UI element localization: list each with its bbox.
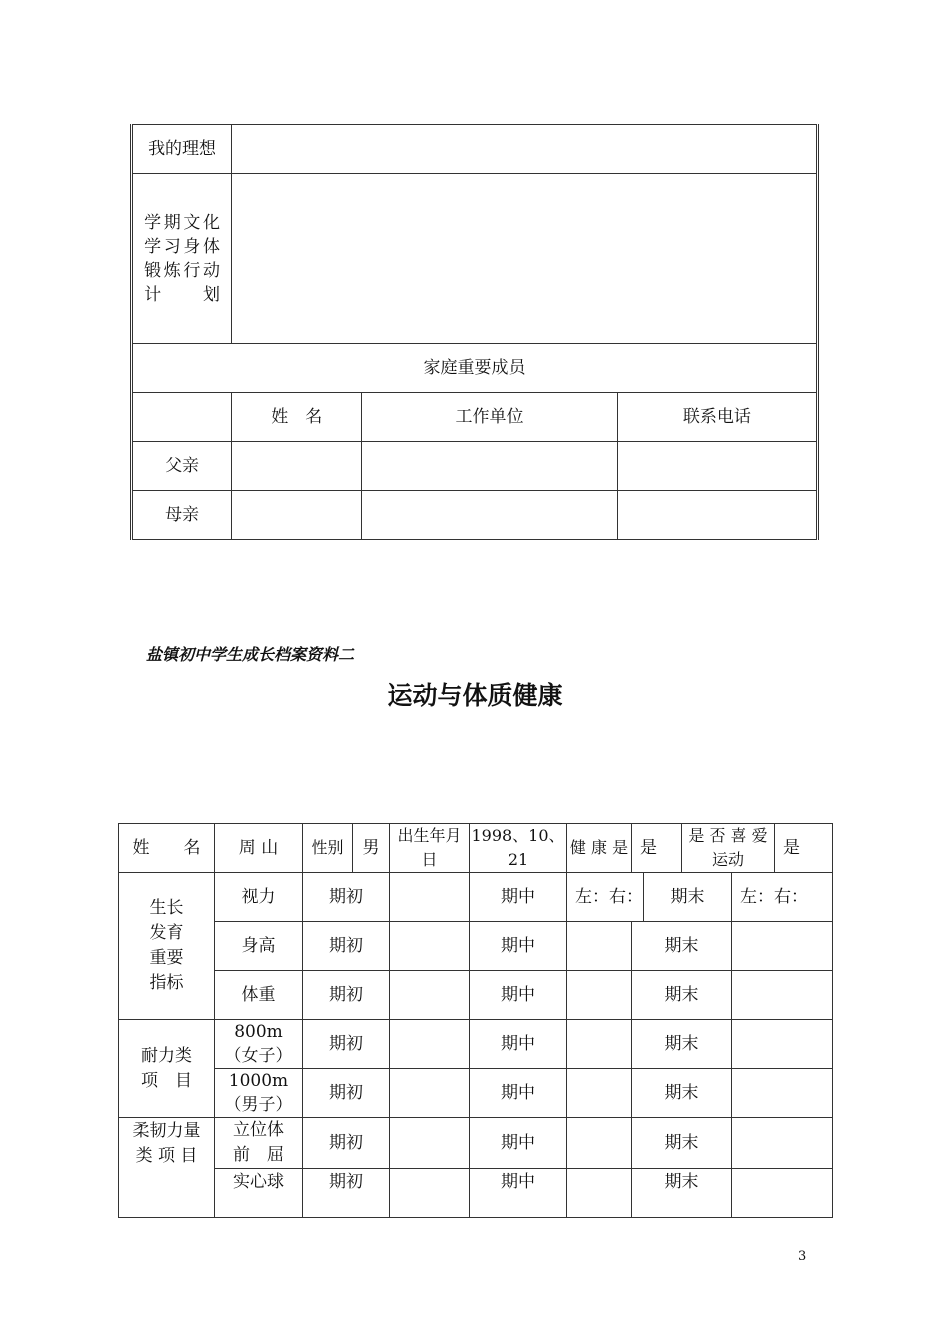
term-mid: 期中 <box>470 1069 567 1118</box>
term-end: 期末 <box>644 873 732 922</box>
father-name-field[interactable] <box>232 442 362 491</box>
term-start: 期初 <box>303 922 390 971</box>
health-table <box>118 823 833 1218</box>
term-mid: 期中 <box>470 873 567 922</box>
term-end: 期末 <box>632 971 732 1020</box>
1000m-mid-value[interactable] <box>567 1069 632 1118</box>
page-number: 3 <box>798 1249 807 1264</box>
group-growth-label: 生长发育重要指标 <box>149 898 184 993</box>
father-unit-field[interactable] <box>362 442 617 491</box>
term-end: 期末 <box>632 922 732 971</box>
mother-label: 母亲 <box>132 491 232 540</box>
term-start: 期初 <box>303 971 390 1020</box>
term-end: 期末 <box>632 1069 732 1118</box>
weight-end-value[interactable] <box>732 971 833 1020</box>
plan-line-4: 计 划 <box>144 284 221 305</box>
plan-line-2: 学习身体 <box>144 236 221 257</box>
likes-sport-value: 是 <box>775 824 833 873</box>
weight-start-value[interactable] <box>390 971 470 1020</box>
gender-label: 性别 <box>303 824 353 873</box>
page-title: 运动与体质健康 <box>387 681 563 710</box>
ball-start-value[interactable] <box>390 1169 470 1218</box>
column-name: 姓 名 <box>232 393 362 442</box>
father-phone-field[interactable] <box>617 442 817 491</box>
term-start: 期初 <box>303 1020 390 1069</box>
item-1000m <box>215 1069 303 1118</box>
item-medicine-ball: 实心球 <box>215 1169 303 1218</box>
group-growth <box>119 873 215 1020</box>
gender-value: 男 <box>353 824 390 873</box>
father-label: 父亲 <box>132 442 232 491</box>
mother-phone-field[interactable] <box>617 491 817 540</box>
term-start: 期初 <box>303 1169 390 1218</box>
800m-start-value[interactable] <box>390 1020 470 1069</box>
name-label: 姓 名 <box>119 824 215 873</box>
plan-label <box>132 174 232 344</box>
term-mid: 期中 <box>470 922 567 971</box>
item-sit-reach <box>215 1118 303 1169</box>
term-end: 期末 <box>632 1020 732 1069</box>
800m-end-value[interactable] <box>732 1020 833 1069</box>
sit-reach-end-value[interactable] <box>732 1118 833 1169</box>
document-subtitle: 盐镇初中学生成长档案资料二 <box>146 645 355 664</box>
birth-value: 1998、10、21 <box>470 824 567 873</box>
item-weight: 体重 <box>215 971 303 1020</box>
sit-reach-mid-value[interactable] <box>567 1118 632 1169</box>
term-start: 期初 <box>303 1069 390 1118</box>
item-height: 身高 <box>215 922 303 971</box>
item-sit-reach-label: 立位体前 屈 <box>233 1120 284 1165</box>
weight-mid-value[interactable] <box>567 971 632 1020</box>
item-vision: 视力 <box>215 873 303 922</box>
healthy-value: 是 <box>632 824 682 873</box>
vision-end-left-right[interactable]: 左：右： <box>732 873 833 922</box>
sit-reach-start-value[interactable] <box>390 1118 470 1169</box>
height-start-value[interactable] <box>390 922 470 971</box>
group-flex-label: 柔韧力量类 项 目 <box>132 1121 201 1166</box>
1000m-start-value[interactable] <box>390 1069 470 1118</box>
height-mid-value[interactable] <box>567 922 632 971</box>
likes-sport-label: 是 否 喜 爱 运动 <box>682 824 775 873</box>
item-800m-label: 800m（女子） <box>224 1022 293 1066</box>
plan-line-1: 学期文化 <box>144 212 221 233</box>
plan-field[interactable] <box>232 174 818 344</box>
mother-name-field[interactable] <box>232 491 362 540</box>
term-end: 期末 <box>632 1118 732 1169</box>
mother-unit-field[interactable] <box>362 491 617 540</box>
term-mid: 期中 <box>470 1118 567 1169</box>
term-start: 期初 <box>303 1118 390 1169</box>
profile-table <box>130 124 819 540</box>
ideal-label: 我的理想 <box>132 125 232 174</box>
ball-mid-value[interactable] <box>567 1169 632 1218</box>
group-endurance-label: 耐力类项 目 <box>141 1045 192 1091</box>
term-mid: 期中 <box>470 1020 567 1069</box>
vision-mid-left-right[interactable]: 左：右： <box>567 873 644 922</box>
column-work-unit: 工作单位 <box>362 393 617 442</box>
item-800m <box>215 1020 303 1069</box>
800m-mid-value[interactable] <box>567 1020 632 1069</box>
birth-label: 出生年月日 <box>390 824 470 873</box>
column-phone: 联系电话 <box>617 393 817 442</box>
term-mid: 期中 <box>470 1169 567 1218</box>
name-value: 周 山 <box>215 824 303 873</box>
ideal-field[interactable] <box>232 125 818 174</box>
height-end-value[interactable] <box>732 922 833 971</box>
term-mid: 期中 <box>470 971 567 1020</box>
plan-line-3: 锻炼行动 <box>144 260 221 281</box>
1000m-end-value[interactable] <box>732 1069 833 1118</box>
group-endurance <box>119 1020 215 1118</box>
healthy-label: 健 康 是 <box>567 824 632 873</box>
group-flex <box>119 1118 215 1218</box>
family-header: 家庭重要成员 <box>132 344 818 393</box>
ball-end-value[interactable] <box>732 1169 833 1218</box>
term-start: 期初 <box>303 873 390 922</box>
term-end: 期末 <box>632 1169 732 1218</box>
blank-cell <box>132 393 232 442</box>
vision-start-value[interactable] <box>390 873 470 922</box>
item-1000m-label: 1000m（男子） <box>224 1071 293 1115</box>
